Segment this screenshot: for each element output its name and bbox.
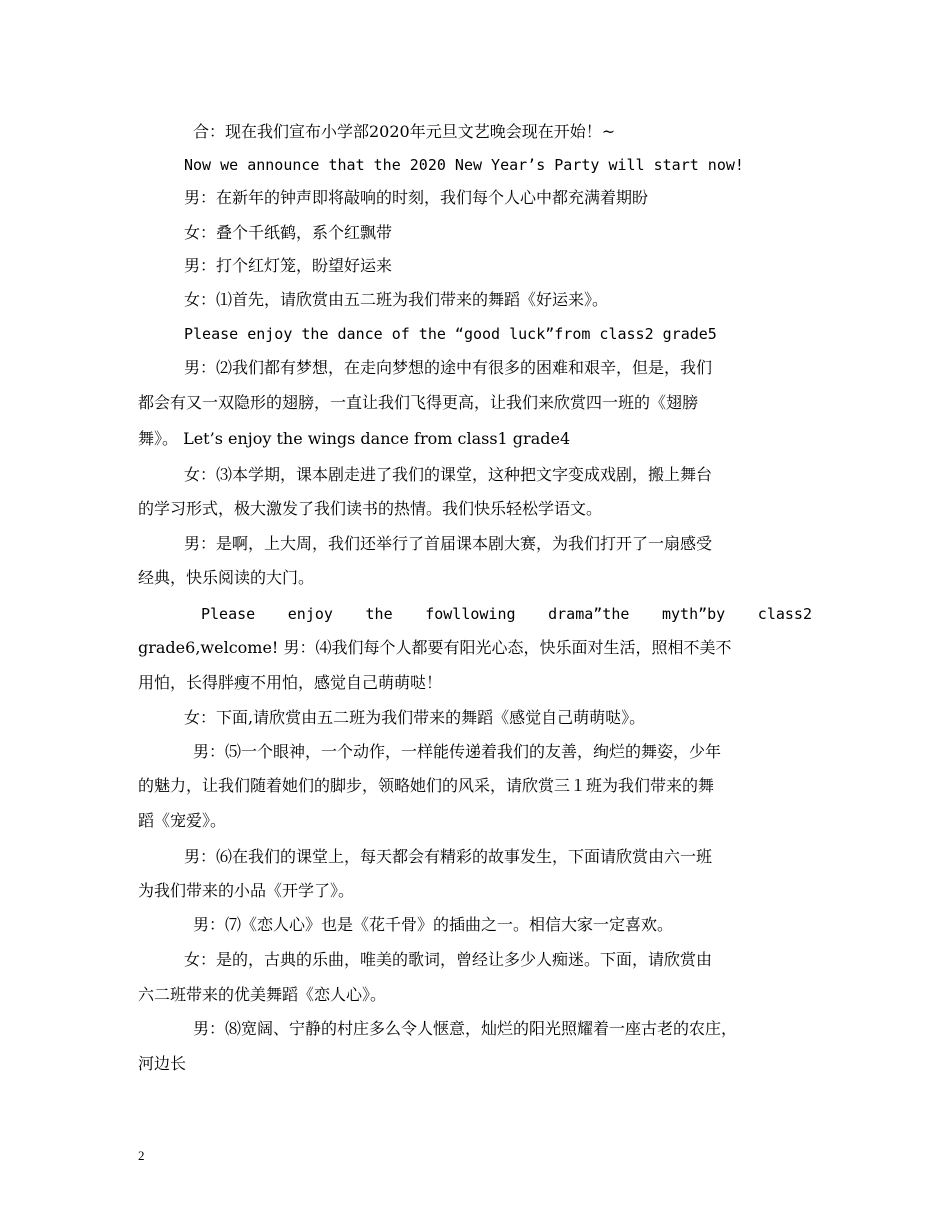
text-line: 男：⑸一个眼神，一个动作，一样能传递着我们的友善，绚烂的舞姿，少年 xyxy=(193,742,722,761)
text-line: 男：⑹在我们的课堂上，每天都会有精彩的故事发生，下面请欣赏由六一班 xyxy=(184,847,713,866)
text-line: Now we announce that the 2020 New Year’s Party will start now! xyxy=(184,156,744,174)
text-line: 河边长 xyxy=(138,1054,187,1073)
text-line: 男：是啊，上大周，我们还举行了首届课本剧大赛，为我们打开了一扇感受 xyxy=(184,534,713,553)
text-line: 男：在新年的钟声即将敲响的时刻，我们每个人心中都充满着期盼 xyxy=(184,188,649,207)
text-line: 六二班带来的优美舞蹈《恋人心》。 xyxy=(138,985,387,1004)
text-line: 为我们带来的小品《开学了》。 xyxy=(138,881,355,900)
text-line: 女：叠个千纸鹤，系个红飘带 xyxy=(184,223,393,242)
text-line: 经典，快乐阅读的大门。 xyxy=(138,568,315,587)
text-line: 男：⑵我们都有梦想，在走向梦想的途中有很多的困难和艰辛，但是，我们 xyxy=(184,358,713,377)
text-line: 合：现在我们宣布小学部2020年元旦文艺晚会现在开始！~ xyxy=(193,122,616,141)
text-line: 男：⑺《恋人心》也是《花千骨》的插曲之一。相信大家一定喜欢。 xyxy=(193,915,674,934)
text-line: 舞》。 Let’s enjoy the wings dance from class1 grade4 xyxy=(138,429,571,448)
text-line: 女：⑴首先，请欣赏由五二班为我们带来的舞蹈《好运来》。 xyxy=(184,290,609,309)
text-line: 女：是的，古典的乐曲，唯美的歌词，曾经让多少人痴迷。下面，请欣赏由 xyxy=(184,950,713,969)
text-line: 的魅力，让我们随着她们的脚步，领略她们的风采，请欣赏三１班为我们带来的舞 xyxy=(138,776,715,795)
text-line: 蹈《宠爱》。 xyxy=(138,811,227,830)
text-line: Please enjoy the fowllowing drama”the myth”by class2 xyxy=(201,605,812,623)
text-line: grade6,welcome! 男：⑷我们每个人都要有阳光心态，快乐面对生活，照相不美不 xyxy=(138,638,732,657)
text-line: 女：下面,请欣赏由五二班为我们带来的舞蹈《感觉自己萌萌哒》。 xyxy=(184,708,646,727)
text-line: 男：⑻宽阔、宁静的村庄多么令人惬意，灿烂的阳光照耀着一座古老的农庄， xyxy=(193,1019,738,1038)
text-line: 都会有又一双隐形的翅膀，一直让我们飞得更高，让我们来欣赏四一班的《翅膀 xyxy=(138,393,699,412)
text-line: 女：⑶本学期，课本剧走进了我们的课堂，这种把文字变成戏剧，搬上舞台 xyxy=(184,465,713,484)
text-line: 男：打个红灯笼，盼望好运来 xyxy=(184,256,393,275)
page-number: 2 xyxy=(138,1148,145,1163)
text-line: 的学习形式，极大激发了我们读书的热情。我们快乐轻松学语文。 xyxy=(138,499,603,518)
text-line: 用怕，长得胖瘦不用怕，感觉自己萌萌哒！ xyxy=(138,673,443,692)
text-line: Please enjoy the dance of the “good luck”from class2 grade5 xyxy=(184,325,717,343)
